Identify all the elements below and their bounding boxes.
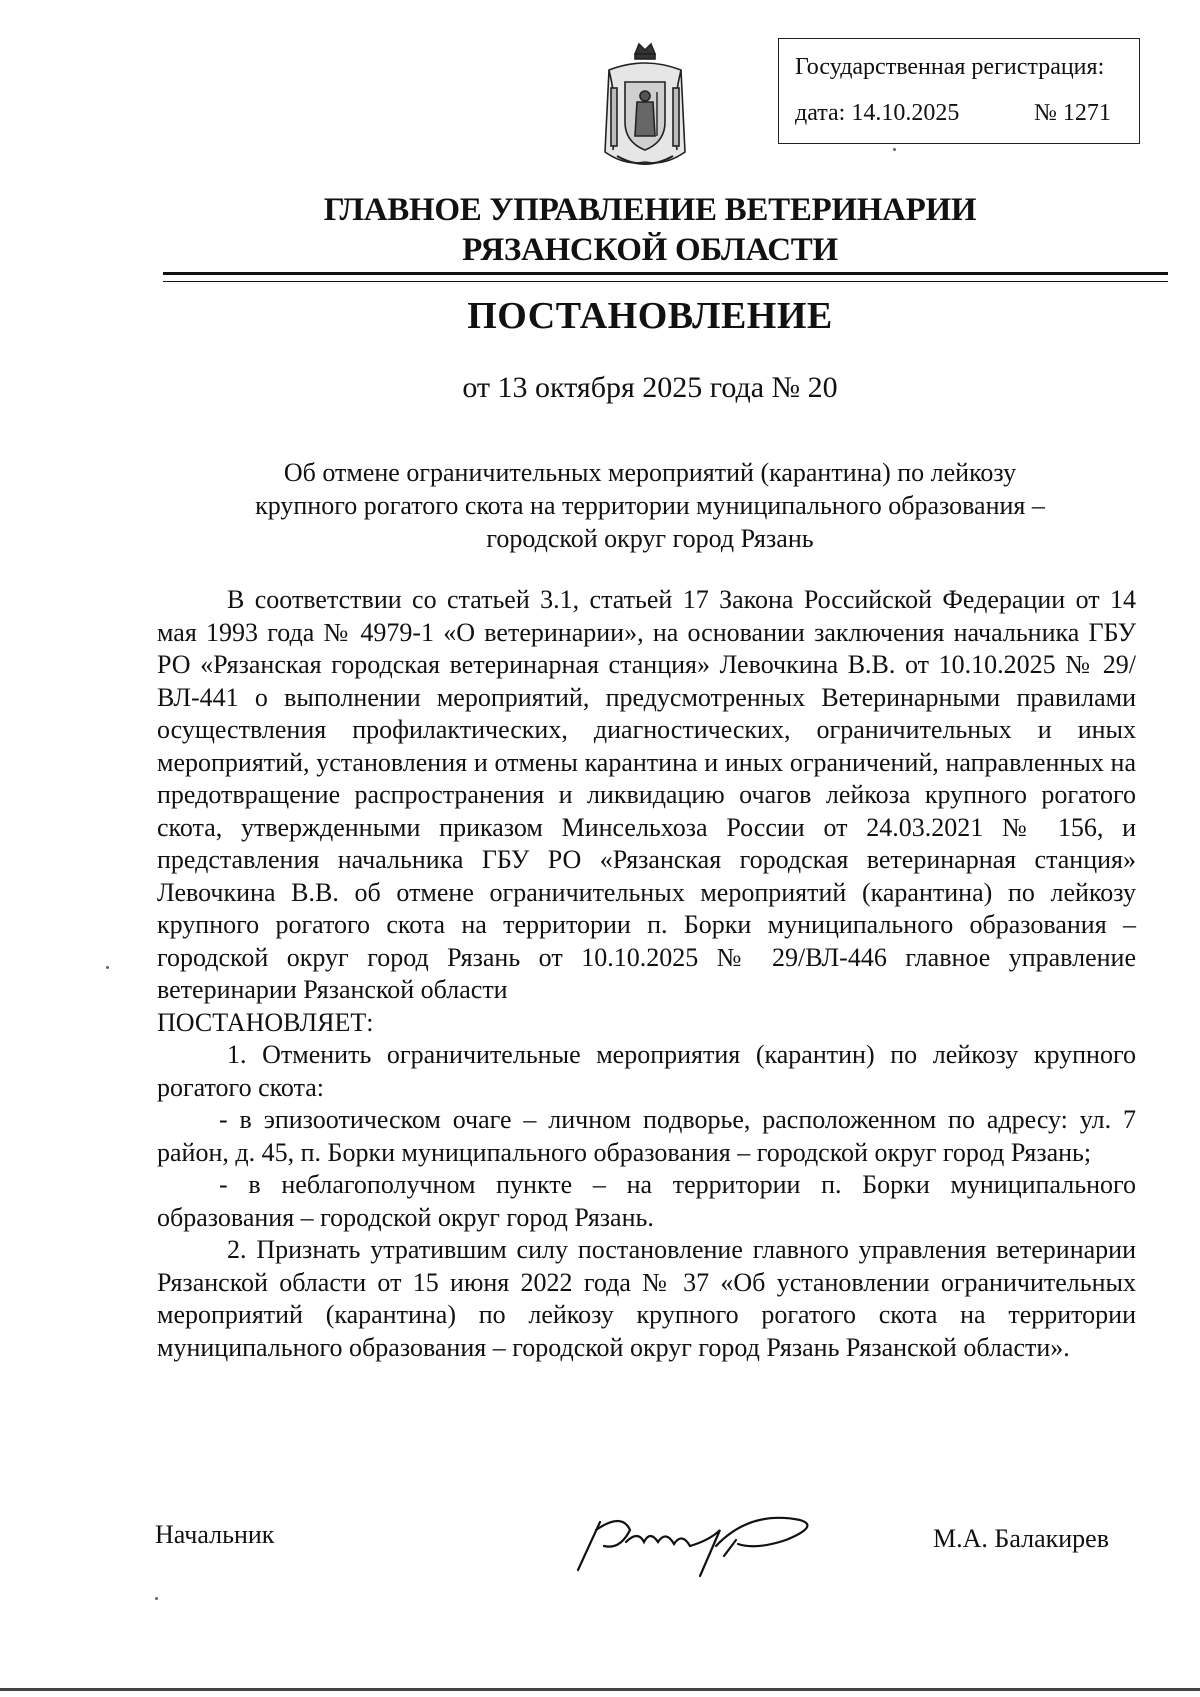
scan-speck [893,148,896,151]
subject-line3: городской округ город Рязань [486,524,814,553]
signatory-name: М.А. Балакирев [933,1524,1109,1553]
item-1-subitem-1: - в эпизоотическом очаге – личном подворье, расположенном по адресу: ул. 7 район, д. 45, п. Борки муниципального образования – городской округ город Рязань; [157,1105,1136,1167]
document-body [157,584,1136,1364]
signatory-position: Начальник [155,1520,275,1549]
organization-name-line2: РЯЗАНСКОЙ ОБЛАСТИ [462,232,838,268]
subject-line2: крупного рогатого скота на территории муниципального образования – [255,491,1045,520]
item-1-subitem-2: - в неблагополучном пункте – на территории п. Борки муниципального образования – городской округ город Рязань. [157,1170,1136,1232]
header-rule-thick [163,272,1168,275]
registration-number: № 1271 [1034,100,1111,126]
item-1-paragraph: 1. Отменить ограничительные мероприятия (карантин) по лейкозу крупного рогатого скота: [157,1040,1136,1102]
organization-name-line1: ГЛАВНОЕ УПРАВЛЕНИЕ ВЕТЕРИНАРИИ [323,192,977,228]
document-type: ПОСТАНОВЛЕНИЕ [467,295,833,337]
scan-speck [106,966,109,969]
scan-speck [155,1597,158,1600]
registration-stamp [778,38,1140,144]
scan-bottom-edge [0,1688,1200,1691]
decree-word: ПОСТАНОВЛЯЕТ: [157,1007,374,1037]
document-subject [190,456,1110,555]
ryazan-coat-of-arms-icon [595,40,695,180]
preamble-paragraph: В соответствии со статьей 3.1, статьей 17 Закона Российской Федерации от 14 мая 1993 года № 4979-1 «О ветеринарии», на основании заключения начальника ГБУ РО «Рязанская городская ветеринарная станция» Левочкина В.В. от 10.10.2025 № 29/ВЛ-441 о выполнении мероприятий, предусмотренных Ветеринарными правилами осуществления профилактических, диагностических, ограничительных и иных мероприятий, установления и отмены карантина и иных ограничений, направленных на предотвращение распространения и ликвидацию очагов лейкоза крупного рогатого скота, утвержденными приказом Минсельхоза России от 24.03.2021 № 156, и представления начальника ГБУ РО «Рязанская городская ветеринарная станция» Левочкина В.В. об отмене ограничительных мероприятий (карантина) по лейкозу крупного рогатого скота на территории п. Борки муниципального образования – городской округ город Рязань от 10.10.2025 № 29/ВЛ-446 главное управление ветеринарии Рязанской области [157,585,1136,1004]
document-date-number: от 13 октября 2025 года № 20 [462,371,838,404]
registration-title: Государственная регистрация: [795,54,1105,80]
header-rule-thin [163,281,1168,282]
item-2-paragraph: 2. Признать утратившим силу постановление главного управления ветеринарии Рязанской области от 15 июня 2022 года № 37 «Об установлении ограничительных мероприятий (карантина) по лейкозу крупного рогатого скота на территории муниципального образования – городской округ город Рязань Рязанской области». [157,1235,1136,1362]
subject-line1: Об отмене ограничительных мероприятий (карантина) по лейкозу [283,458,1017,487]
organization-name [150,190,1150,270]
handwritten-signature [560,1500,850,1580]
registration-date: дата: 14.10.2025 [795,100,960,126]
